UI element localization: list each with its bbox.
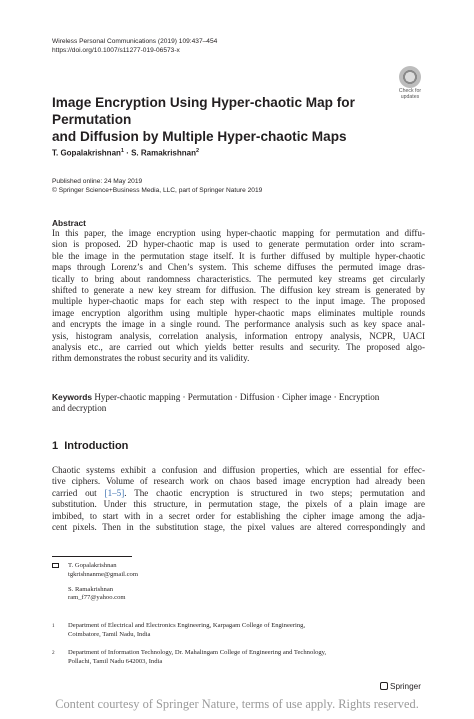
contact-list bbox=[68, 562, 268, 603]
published-date: Published online: 24 May 2019 bbox=[52, 178, 143, 185]
abstract-line: ysis, histogram analysis, correlation analysis, information entropy analysis, NCPR, UACI bbox=[52, 330, 425, 341]
affiliation-line: Department of Information Technology, Dr. Mahalingam College of Engineering and Technology, bbox=[68, 649, 327, 656]
courtesy-watermark: Content courtesy of Springer Nature, terms of use apply. Rights reserved. bbox=[55, 697, 419, 711]
intro-line: cent pixels. Then in the substitution stage, the pixel values are altered correspondingly and bbox=[52, 521, 425, 532]
intro-line bbox=[52, 488, 425, 499]
abstract-line: tically to bring about randomness characteristics. The permuted key streams get circularly bbox=[52, 273, 425, 284]
abstract-heading: Abstract bbox=[52, 218, 86, 228]
intro-line: Chaotic systems exhibit a confusion and diffusion properties, which are essential for effec- bbox=[52, 465, 425, 475]
affiliation-number: 2 bbox=[52, 650, 55, 656]
section-title: Introduction bbox=[64, 440, 129, 452]
publisher-logo bbox=[380, 682, 421, 691]
intro-text-fragment: carried out bbox=[52, 487, 105, 498]
citation-link[interactable]: [1–5] bbox=[104, 487, 125, 498]
contact-name: T. Gopalakrishnan bbox=[68, 562, 117, 569]
affiliation-line: Coimbatore, Tamil Nadu, India bbox=[68, 630, 151, 638]
intro-line: tive ciphers. Volume of research work on chaos based image encryption had already been bbox=[52, 476, 425, 487]
badge-line1: Check for bbox=[398, 88, 422, 94]
contact-email[interactable]: ram_f77@yahoo.com bbox=[68, 594, 126, 602]
badge-line2: updates bbox=[400, 94, 420, 100]
introduction-text bbox=[52, 465, 425, 533]
keywords-list: Hyper-chaotic mapping · Permutation · Diffusion · Cipher image · Encryption bbox=[94, 392, 380, 402]
envelope-icon bbox=[52, 563, 59, 568]
copyright-notice: © Springer Science+Business Media, LLC, part of Springer Nature 2019 bbox=[52, 187, 263, 194]
affiliation-line: Pollachi, Tamil Nadu 642003, India bbox=[68, 657, 163, 665]
keywords-label: Keywords bbox=[52, 392, 93, 402]
intro-text-fragment: . The chaotic encryption is structured in two steps; permutation and bbox=[124, 487, 425, 498]
author-separator: · bbox=[123, 148, 132, 158]
check-for-updates-badge[interactable] bbox=[393, 66, 427, 100]
intro-line: imbibed, to start with in a secret order for establishing the cipher image among the adja- bbox=[52, 510, 425, 521]
springer-horse-icon bbox=[380, 682, 388, 690]
footnote-divider bbox=[52, 556, 132, 557]
contact-name: S. Ramakrishnan bbox=[68, 585, 114, 593]
keywords-block bbox=[52, 392, 425, 415]
publisher-name: Springer bbox=[390, 682, 421, 691]
author-name[interactable]: S. Ramakrishnan bbox=[131, 148, 196, 158]
abstract-line: maps through Lorenz’s and Chen’s system. This scheme diffuses the permuted image dras- bbox=[52, 262, 425, 273]
section-number: 1 bbox=[52, 440, 59, 452]
keywords-line bbox=[52, 392, 425, 403]
affiliation-line: Department of Electrical and Electronics Engineering, Karpagam College of Engineering, bbox=[68, 622, 306, 629]
section-heading-introduction bbox=[52, 440, 128, 452]
intro-line: substitution. Under this structure, in permutation stage, the pixels of a plain image are bbox=[52, 499, 425, 510]
affiliation-number: 1 bbox=[52, 623, 55, 629]
keywords-line: and decryption bbox=[52, 403, 107, 414]
title-line: Image Encryption Using Hyper‑chaotic Map for Permutation bbox=[52, 95, 355, 127]
article-title bbox=[52, 94, 392, 145]
author-list bbox=[52, 148, 199, 158]
abstract-line: ble the image in the permutation stage itself. It is further diffused by multiple hyper-chaotic bbox=[52, 250, 425, 261]
affiliation-marker: 1 bbox=[120, 148, 124, 154]
abstract-line: image encryption algorithm using multiple hyper-chaotic maps eliminates multiple rounds bbox=[52, 307, 425, 318]
abstract-line: rithm demonstrates the robust security and its validity. bbox=[52, 353, 250, 364]
abstract-line: In this paper, the image encryption using hyper-chaotic mapping for permutation and diffu- bbox=[52, 228, 425, 238]
abstract-line: shifted to generate a new key stream for diffusion. The diffusion key stream is generated by bbox=[52, 284, 425, 295]
title-line: and Diffusion by Multiple Hyper‑chaotic Maps bbox=[52, 129, 347, 144]
check-for-updates-icon bbox=[399, 66, 421, 88]
corresponding-authors bbox=[52, 562, 292, 618]
affiliation-marker: 2 bbox=[196, 148, 200, 154]
abstract-line: multiple hyper-chaotic maps for each step with respect to the input image. The proposed bbox=[52, 296, 425, 307]
journal-citation: Wireless Personal Communications (2019) 109:437–454 bbox=[52, 38, 218, 45]
doi-link[interactable]: https://doi.org/10.1007/s11277-019-06573-x bbox=[52, 47, 180, 54]
author-name[interactable]: T. Gopalakrishnan bbox=[52, 148, 121, 158]
abstract-line: and encrypts the image in a single round. The performance analysis such as key space anal- bbox=[52, 319, 425, 330]
abstract-text bbox=[52, 228, 425, 365]
contact-email[interactable]: tgkrishnanme@gmail.com bbox=[68, 570, 138, 578]
abstract-line: analysis etc., are carried out which yields better results and security. The proposed algo- bbox=[52, 341, 425, 352]
abstract-line: sion is proposed. 2D hyper-chaotic map is used to generate permutation order into scram- bbox=[52, 239, 425, 250]
